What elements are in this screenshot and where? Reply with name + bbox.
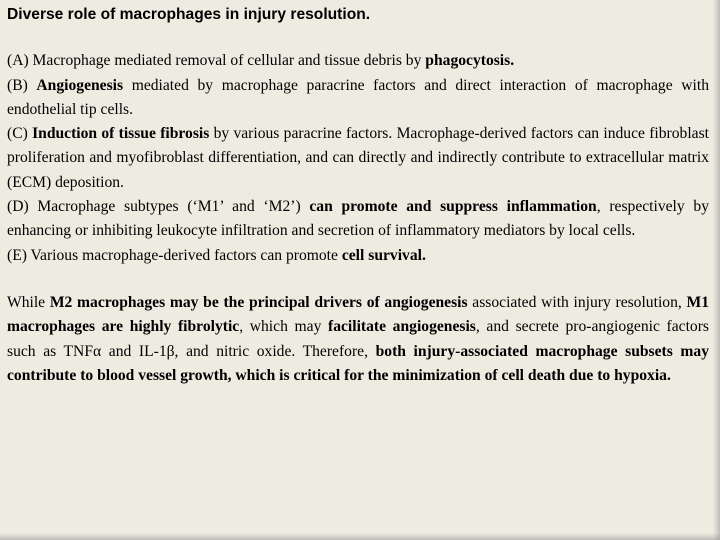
summary-bold-1: M2 macrophages may be the principal drivers of angiogenesis bbox=[49, 293, 468, 311]
slide-shadow-right bbox=[713, 0, 720, 540]
item-a-bold: phagocytosis. bbox=[425, 52, 515, 70]
summary-text-2: associated with injury resolution, bbox=[467, 293, 687, 311]
slide-content bbox=[7, 3, 709, 388]
item-d bbox=[7, 195, 709, 244]
item-e-bold: cell survival. bbox=[341, 246, 426, 264]
item-a-text: (A) Macrophage mediated removal of cellular and tissue debris by bbox=[7, 52, 426, 70]
item-b-text-2: mediated by macrophage paracrine factors and direct interaction of macrophage with endothelial tip cells. bbox=[7, 76, 709, 118]
spacer bbox=[7, 268, 709, 291]
item-c-text-2: by various paracrine factors. Macrophage-derived factors can induce fibroblast proliferation and myofibroblast differentiation, and can directly and indirectly contribute to extracellular matrix (ECM) deposition. bbox=[7, 125, 709, 191]
item-b-text-1: (B) bbox=[7, 76, 37, 94]
item-c-text-1: (C) bbox=[7, 125, 33, 143]
item-c bbox=[7, 122, 709, 195]
item-d-bold: can promote and suppress inflammation bbox=[309, 198, 597, 216]
item-a bbox=[7, 49, 709, 73]
item-c-bold: Induction of tissue fibrosis bbox=[32, 125, 210, 143]
slide-shadow-bottom bbox=[0, 533, 720, 540]
item-b-bold: Angiogenesis bbox=[36, 76, 124, 94]
summary-bold-4: both injury-associated macrophage subsets may contribute to blood vessel growth, which is critical for the minimization of cell death due to hypoxia. bbox=[7, 342, 710, 384]
item-d-text-2: , respectively by enhancing or inhibiting leukocyte infiltration and secretion of inflammatory mediators by local cells. bbox=[7, 198, 710, 240]
summary-bold-3: facilitate angiogenesis bbox=[328, 318, 476, 336]
summary-paragraph bbox=[7, 291, 709, 388]
summary-text-4: , and secrete pro-angiogenic factors such as TNFα and IL-1β, and nitric oxide. Therefore, bbox=[7, 318, 709, 360]
item-e bbox=[7, 244, 709, 268]
item-d-text-1: (D) Macrophage subtypes (‘M1’ and ‘M2’) bbox=[7, 198, 310, 216]
slide-title: Diverse role of macrophages in injury resolution. bbox=[7, 6, 371, 23]
item-b bbox=[7, 74, 709, 123]
spacer bbox=[7, 27, 709, 49]
item-e-text: (E) Various macrophage-derived factors can promote bbox=[7, 246, 342, 264]
summary-bold-2: M1 macrophages are highly fibrolytic bbox=[7, 293, 709, 336]
summary-text-3: , which may bbox=[239, 318, 329, 336]
summary-text-1: While bbox=[7, 293, 50, 311]
